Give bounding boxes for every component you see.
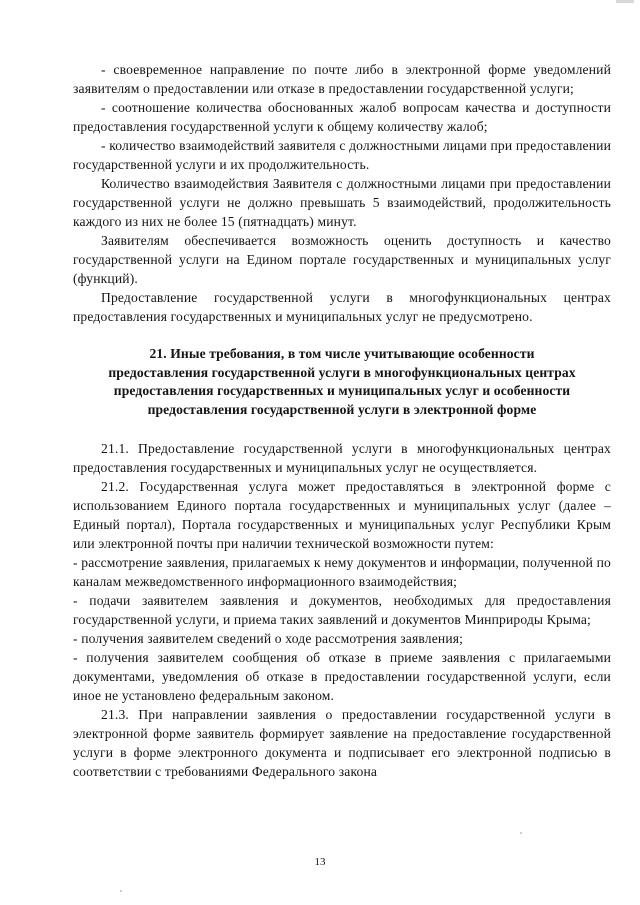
paragraph: 21.3. При направлении заявления о предоставлении государственной услуги в электронной форме заявитель формирует заявление на предоставление государственной услуги в форме электронного документа и подписывает его электронной подписью в соответствии с требованиями Федерального закона xyxy=(73,707,611,779)
paragraph: 21.1. Предоставление государственной услуги в многофункциональных центрах предоставления государственных и муниципальных услуг не осуществляется. xyxy=(73,441,611,475)
paragraph-group-bottom xyxy=(73,439,611,781)
paragraph: - подачи заявителем заявления и документов, необходимых для предоставления государственной услуги, и приема таких заявлений и документов Минприроды Крыма; xyxy=(73,593,611,627)
page-number: 13 xyxy=(314,856,326,868)
paragraph: 21.2. Государственная услуга может предоставляться в электронной форме с использованием Единого портала государственных и муниципальных услуг (далее – Единый портал), Портала государственных и муниципальных услуг Республики Крым или электронной почты при наличии технической возможности путем: xyxy=(73,479,611,551)
document-body xyxy=(73,60,611,781)
paragraph-group-top xyxy=(73,60,611,326)
paragraph: Предоставление государственной услуги в многофункциональных центрах предоставления государственных и муниципальных услуг не предусмотрено. xyxy=(73,290,611,324)
paragraph: - получения заявителем сообщения об отказе в приеме заявления с прилагаемыми документами, уведомления об отказе в предоставлении государственной услуги, если иное не установлено федеральным законом. xyxy=(73,650,611,703)
paragraph: - соотношение количества обоснованных жалоб вопросам качества и доступности предоставления государственной услуги к общему количеству жалоб; xyxy=(73,100,611,134)
section-heading-line: предоставления государственной услуги в электронной форме xyxy=(147,401,537,417)
section-heading-line: 21. Иные требования, в том числе учитывающие особенности xyxy=(149,346,535,361)
scan-dot xyxy=(120,890,122,892)
paragraph: - количество взаимодействий заявителя с должностными лицами при предоставлении государственной услуги и их продолжительность. xyxy=(73,138,611,172)
paragraph: - своевременное направление по почте либо в электронной форме уведомлений заявителям о предоставлении или отказе в предоставлении государственной услуги; xyxy=(73,62,611,96)
paragraph: Заявителям обеспечивается возможность оценить доступность и качество государственной услуги на Едином портале государственных и муниципальных услуг (функций). xyxy=(73,233,611,286)
scan-corner-mark xyxy=(616,0,634,3)
paragraph: - рассмотрение заявления, прилагаемых к нему документов и информации, полученной по каналам межведомственного информационного взаимодействия; xyxy=(73,555,611,589)
paragraph: - получения заявителем сведений о ходе рассмотрения заявления; xyxy=(73,631,464,646)
section-heading-line: предоставления государственной услуги в многофункциональных центрах xyxy=(108,364,576,380)
scan-dot xyxy=(520,832,522,834)
paragraph: Количество взаимодействия Заявителя с должностными лицами при предоставлении государственной услуги не должно превышать 5 взаимодействий, продолжительность каждого из них не более 15 (пятнадцать) минут. xyxy=(73,176,611,229)
section-heading-line: предоставления государственных и муниципальных услуг и особенности xyxy=(113,383,571,398)
section-heading-21 xyxy=(73,345,611,419)
